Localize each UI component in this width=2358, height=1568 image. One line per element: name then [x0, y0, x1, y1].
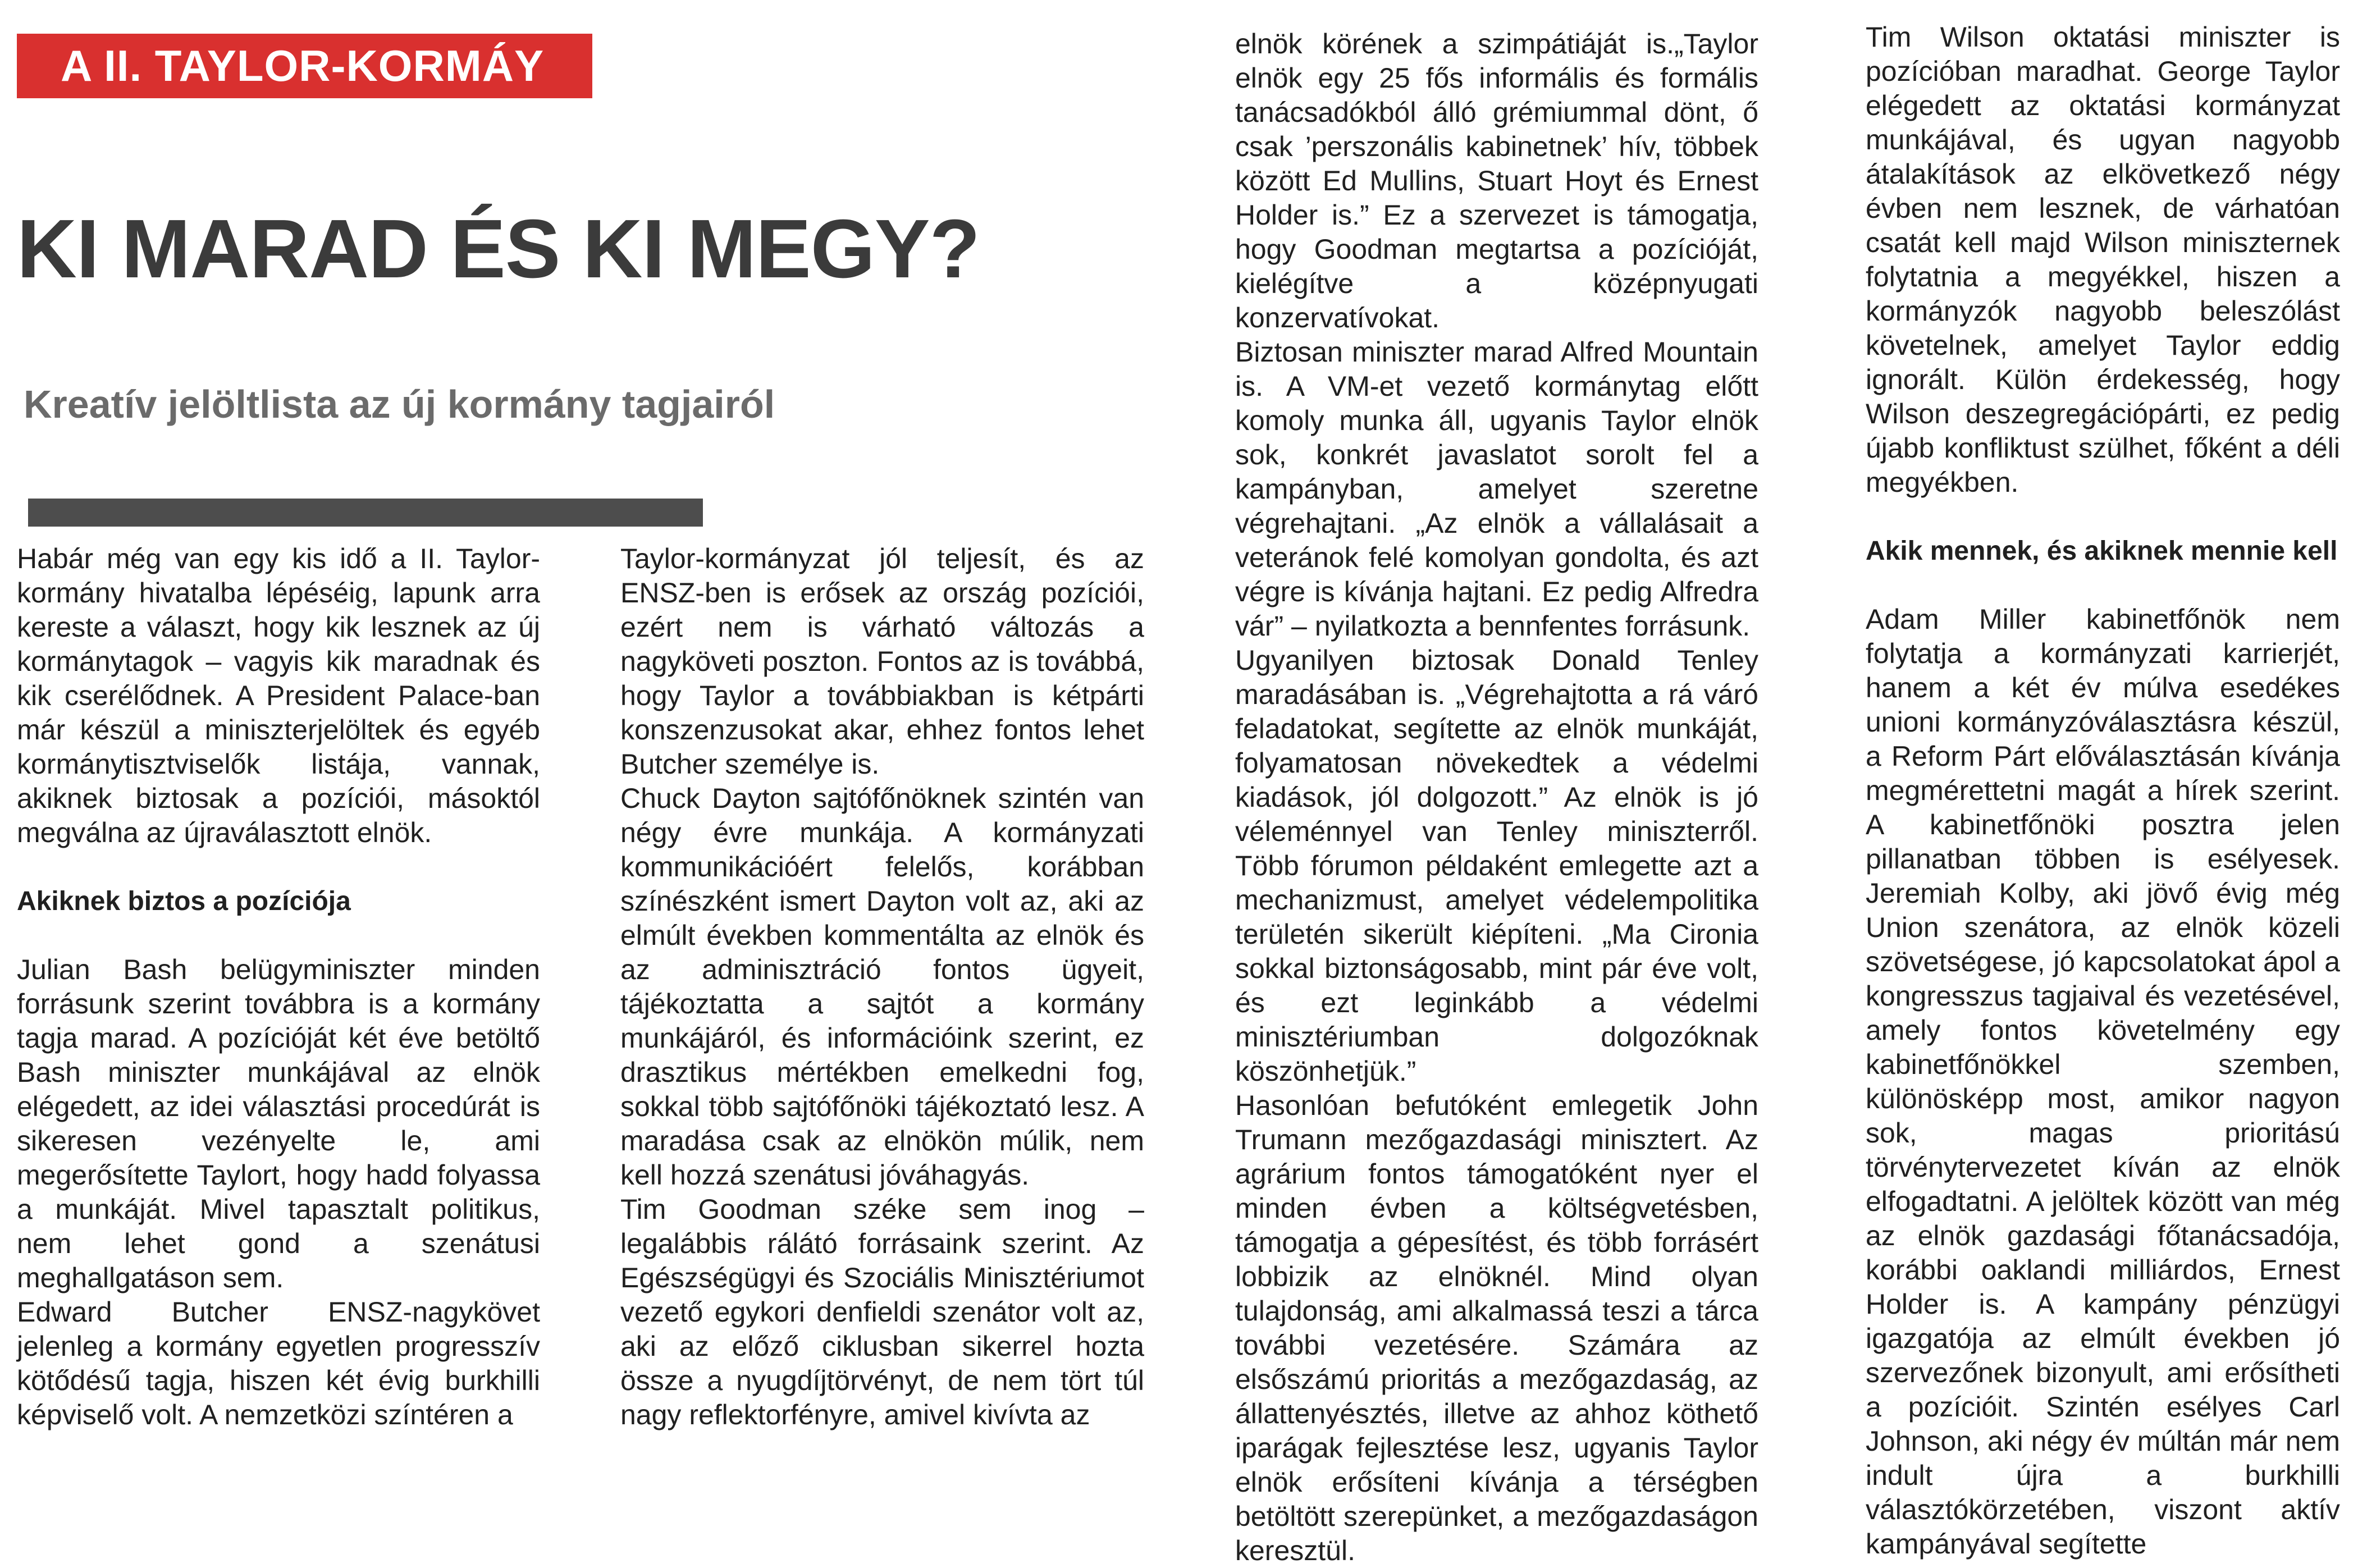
spacer — [17, 850, 540, 884]
intro-paragraph: Habár még van egy kis idő a II. Taylor-kormány hivatalba lépéséig, lapunk arra kereste a választ, hogy kik lesznek az új kormánytagok – vagyis kik maradnak és kik cserélődnek. A President Palace-ban már készül a miniszterjelöltek és egyéb kormánytisztviselők listája, vannak, akiknek biztosak a pozíciói, másoktól megválna az újraválasztott elnök. — [17, 543, 540, 848]
headline: KI MARAD ÉS KI MEGY? — [17, 203, 980, 295]
paragraph-tenley: Ugyanilyen biztosak Donald Tenley maradásában is. „Végrehajtotta a rá váró feladatokat, segítette az elnök munkáját, folyamatosan növekedtek a védelmi kiadások, jól dolgozott.” Az elnök is jó véleménnyel van Tenley miniszterről. Több fórumon példaként emlegette azt a mechanizmust, amelyet védelempolitika területén sikerült kiépíteni. „Ma Cironia sokkal biztonságosabb, mint pár éve volt, és ezt leginkább a védelmi minisztériumban dolgozóknak köszönhetjük.” — [1235, 644, 1758, 1087]
article-column-4 — [1866, 20, 2340, 1560]
paragraph-butcher: Edward Butcher ENSZ-nagykövet jelenleg a kormány egyetlen progresszív kötődésű tagja, hiszen két évig burkhilli képviselő volt. A nemzetközi színtéren a — [17, 1296, 540, 1430]
paragraph-mountain: Biztosan miniszter marad Alfred Mountain is. A VM-et vezető kormánytag előtt komoly munka áll, ugyanis Taylor elnök sok, konkrét javaslatot sorolt fel a kampányban, amelyet szeretne végrehajtani. „Az elnök a vállalásait a veteránok felé komolyan gondolta, és azt végre is kívánja hajtani. Ez pedig Alfredra vár” – nyilatkozta a bennfentes forrásunk. — [1235, 336, 1758, 642]
paragraph-continued: Taylor-kormányzat jól teljesít, és az ENSZ-ben is erősek az ország pozíciói, ezért nem is várható változás a nagyköveti poszton. Fontos az is továbbá, hogy Taylor a továbbiakban is kétpárti konszenzusokat akar, ehhez fontos lehet Butcher személye is. — [620, 543, 1144, 780]
article-column-3 — [1235, 27, 1758, 1566]
paragraph-miller: Adam Miller kabinetfőnök nem folytatja a kormányzati karrierjét, hanem a két év múlva esedékes unioni kormányzóválasztásra készül, a Reform Párt előválasztásán kívánja megmérettetni magát a hírek szerint. A kabinetfőnöki posztra jelen pillanatban többen is esélyesek. Jeremiah Kolby, aki jövő évig még Union szenátora, az elnök közeli szövetségese, jó kapcsolatokat ápol a kongresszus tagjaival és vezetésével, amely fontos követelmény egy kabinetfőnökkel szemben, különösképp most, amikor nagyon sok, magas prioritású törvénytervezetet kíván az elnök elfogadtatni. A jelöltek között van még az elnök gazdasági főtanácsadója, korábbi oaklandi milliárdos, Ernest Holder is. A kampány pénzügyi igazgatója az elmúlt években jó szervezőnek bizonyult, ami erősítheti a pozícióit. Szintén esélyes Carl Johnson, aki négy év múltán már nem indult újra a burkhilli választókörzetében, viszont aktív kampányával segítette — [1866, 604, 2340, 1560]
paragraph-goodman: Tim Goodman széke sem inog – legalábbis rálátó forrásaink szerint. Az Egészségügyi és Szociális Minisztériumot vezető egykori denfieldi szenátor volt az, aki az előző ciklusban sikerrel hozta össze a nyugdíjtörvényt, de nem tört túl nagy reflektorfényre, amivel kivívta az — [620, 1194, 1144, 1430]
divider-bar — [28, 499, 703, 527]
article-column-1 — [17, 542, 540, 1432]
paragraph-bash: Julian Bash belügyminiszter minden forrásunk szerint továbbra is a kormány tagja marad. A pozícióját két éve betöltő Bash miniszter munkájával az elnök elégedett, az idei választási procedúrát is sikeresen vezényelte le, ami megerősítette Taylort, hogy hadd folyassa a munkáját. Mivel tapasztalt politikus, nem lehet gond a szenátusi meghallgatáson sem. — [17, 954, 540, 1293]
paragraph-continued: elnök körének a szimpátiáját is.„Taylor elnök egy 25 fős informális és formális tanácsadókból álló grémiummal dönt, ő csak ’perszonális kabinetnek’ hív, többek között Ed Mullins, Stuart Hoyt és Ernest Holder is.” Ez a szervezet is támogatja, hogy Goodman megtartsa a pozícióját, kielégítve a középnyugati konzervatívokat. — [1235, 28, 1758, 333]
section-tag: A II. TAYLOR-KORMÁY — [17, 34, 592, 98]
spacer — [1866, 500, 2340, 534]
section-heading-stay: Akiknek biztos a pozíciója — [17, 886, 351, 916]
paragraph-wilson: Tim Wilson oktatási miniszter is pozícióban maradhat. George Taylor elégedett az oktatási kormányzat munkájával, és ugyan nagyobb átalakítások az elkövetkező négy évben nem lesznek, de várhatóan csatát kell majd Wilson miniszternek folytatnia a megyékkel, hiszen a kormányzók nagyobb beleszólást követelnek, amelyet Taylor eddig ignorált. Külön érdekesség, hogy Wilson deszegregációpárti, ez pedig újabb konfliktust szülhet, főként a déli megyékben. — [1866, 21, 2340, 498]
paragraph-dayton: Chuck Dayton sajtófőnöknek szintén van négy évre munkája. A kormányzati kommunikációért felelős, korábban színészként ismert Dayton volt az, aki az elmúlt években kommentálta az elnök és az adminisztráció fontos ügyeit, tájékoztatta a sajtót a kormány munkájáról, és információink szerint, ez drasztikus mértékben emelkedni fog, sokkal több sajtófőnöki tájékoztató lesz. A maradása csak az elnökön múlik, nem kell hozzá szenátusi jóváhagyás. — [620, 783, 1144, 1191]
paragraph-truman: Hasonlóan befutóként emlegetik John Trumann mezőgazdasági minisztert. Az agrárium fontos támogatóként nyer el minden évben a költségvetésben, támogatja a gépesítést, és több forrásért lobbizik az elnöknél. Mind olyan tulajdonság, ami alkalmassá teszi a tárca további vezetésére. Számára az elsőszámú prioritás a mezőgazdaság, az állattenyésztés, illetve az ahhoz köthető iparágak fejlesztése lesz, ugyanis Taylor elnök erősíteni kívánja a térségben betöltött szerepünket, a mezőgazdaságon keresztül. — [1235, 1090, 1758, 1566]
article-column-2 — [620, 542, 1144, 1432]
spacer — [17, 918, 540, 953]
section-heading-go: Akik mennek, és akiknek mennie kell — [1866, 536, 2338, 566]
subheadline: Kreatív jelöltlista az új kormány tagjairól — [24, 382, 775, 426]
spacer — [1866, 568, 2340, 602]
